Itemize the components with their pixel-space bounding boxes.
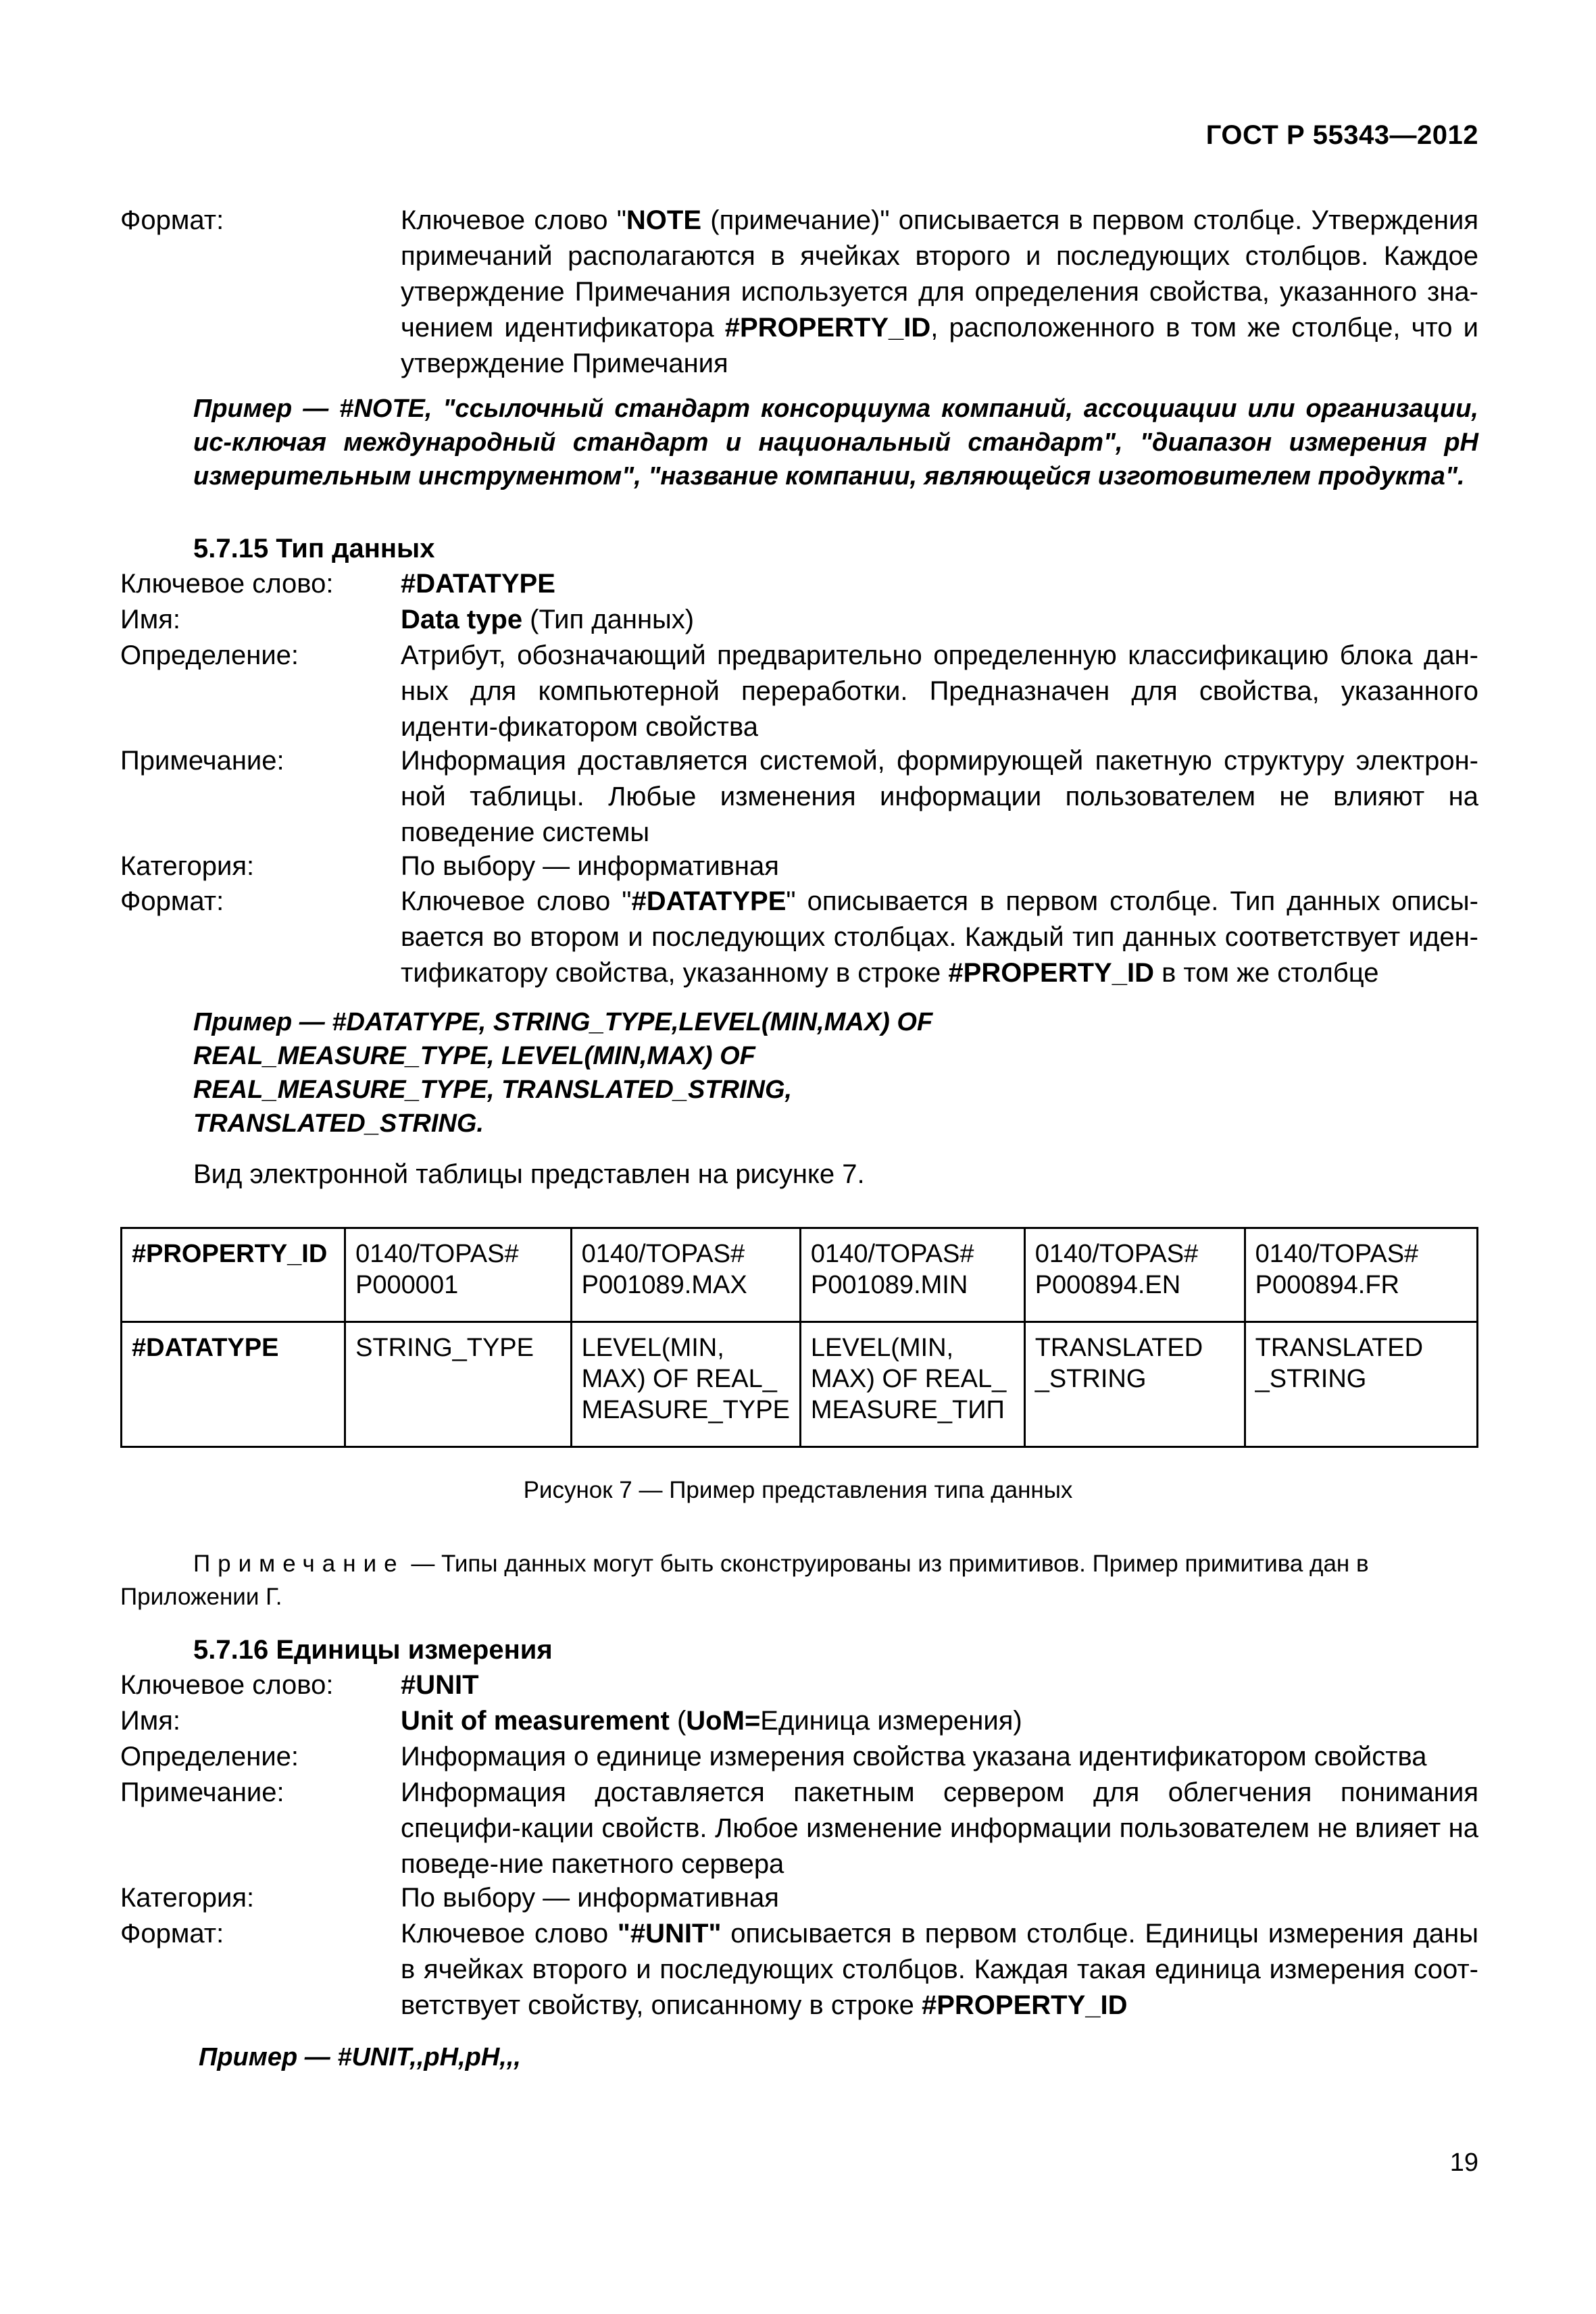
note-label: Примечание: [193, 1551, 405, 1577]
unit-format-row: [120, 1916, 1478, 2023]
table-row: [122, 1228, 1478, 1322]
datatype-example-line: TRANSLATED_STRING.: [193, 1109, 484, 1138]
datatype-format-row: [120, 884, 1478, 991]
datatype-example-line: REAL_MEASURE_TYPE, TRANSLATED_STRING,: [193, 1076, 793, 1104]
definition-label: Определение:: [120, 640, 299, 670]
table-cell: TRANSLATED _STRING: [1245, 1322, 1477, 1447]
keyword-value: #DATATYPE: [401, 569, 555, 599]
remark-label: Примечание:: [120, 1778, 284, 1807]
datatype-name-row: [120, 602, 1478, 638]
datatype-category-row: [120, 849, 1478, 884]
category-label: Категория:: [120, 851, 255, 881]
format-label: Формат:: [120, 1919, 224, 1948]
note-format-row: [120, 203, 1478, 382]
format-value: Ключевое слово "#DATATYPE" описывается в первом столбце. Тип данных описы-вается во втором и последующих столбцах. Каждый тип данных соответствует иден-тификатору свойства, указанному в строке #PROPERTY_ID в том же столбце: [401, 886, 1478, 988]
remark-label: Примечание:: [120, 746, 284, 776]
figure-caption: Рисунок 7 — Пример представления типа данных: [523, 1477, 1073, 1503]
section-heading-5-7-16: 5.7.16 Единицы измерения: [193, 1635, 553, 1665]
table-cell: 0140/TOPAS# P000001: [345, 1228, 572, 1322]
format-label: Формат:: [120, 205, 224, 235]
definition-label: Определение:: [120, 1742, 299, 1771]
table-cell: 0140/TOPAS# P001089.MIN: [800, 1228, 1024, 1322]
definition-value: Атрибут, обозначающий предварительно определенную классификацию блока дан-ных для компьютерной переработки. Предназначен для свойства, указанного иденти-фикатором свойства: [401, 640, 1478, 742]
category-value: По выбору — информативная: [401, 851, 779, 881]
unit-category-row: [120, 1880, 1478, 1916]
keyword-label: Ключевое слово:: [120, 1670, 334, 1700]
table-cell: 0140/TOPAS# P000894.EN: [1024, 1228, 1245, 1322]
figure-reference-text: Вид электронной таблицы представлен на рисунке 7.: [193, 1159, 865, 1189]
definition-value: Информация о единице измерения свойства указана идентификатором свойства: [401, 1742, 1427, 1771]
unit-remark-row: [120, 1775, 1478, 1882]
unit-keyword-row: [120, 1667, 1478, 1703]
table-cell: LEVEL(MIN, MAX) OF REAL_ MEASURE_ТИП: [800, 1322, 1024, 1447]
remark-value: Информация доставляется системой, формирующей пакетную структуру электрон-ной таблицы. Любые изменения информации пользователем не влияют на поведение системы: [401, 746, 1478, 847]
section-heading-5-7-15: 5.7.15 Тип данных: [193, 534, 435, 563]
name-label: Имя:: [120, 605, 181, 634]
format-label: Формат:: [120, 886, 224, 916]
unit-name-row: [120, 1703, 1478, 1739]
datatype-remark-row: [120, 743, 1478, 851]
note-example: Пример — #NOTE, "ссылочный стандарт консорциума компаний, ассоциации или организации, ис-ключая международный стандарт и национальный стандарт", "диапазон измерения pH измерительным инструментом", "название компании, являющейся изготовителем продукта".: [193, 395, 1478, 491]
datatype-definition-row: [120, 638, 1478, 745]
figure-7-table: [120, 1227, 1478, 1448]
format-value: Ключевое слово "#UNIT" описывается в первом столбце. Единицы измерения даны в ячейках второго и последующих столбцов. Каждая такая единица измерения соот-ветствует свойству, описанному в строке #PROPERTY_ID: [401, 1919, 1478, 2020]
name-value: Data type (Тип данных): [401, 605, 695, 634]
unit-example: Пример — #UNIT,,pH,pH,,,: [199, 2043, 521, 2071]
table-cell: #DATATYPE: [122, 1322, 345, 1447]
datatype-example: [193, 1005, 1207, 1140]
page-number: 19: [1449, 2148, 1478, 2177]
keyword-label: Ключевое слово:: [120, 569, 334, 599]
note-text: — Типы данных могут быть сконструированы из примитивов. Пример примитива дан в Приложении Г.: [120, 1551, 1369, 1610]
table-cell: STRING_TYPE: [345, 1322, 572, 1447]
standard-header: ГОСТ Р 55343—2012: [1205, 120, 1478, 150]
datatype-example-line: REAL_MEASURE_TYPE, LEVEL(MIN,MAX) OF: [193, 1042, 755, 1070]
table-cell: #PROPERTY_ID: [122, 1228, 345, 1322]
table-cell: 0140/TOPAS# P001089.MAX: [571, 1228, 800, 1322]
note-paragraph: [120, 1547, 1478, 1613]
table-row: [122, 1322, 1478, 1447]
name-label: Имя:: [120, 1706, 181, 1736]
format-value: Ключевое слово "NOTE (примечание)" описывается в первом столбце. Утверждения примечаний располагаются в ячейках второго и последующих столбцов. Каждое утверждение Примечания используется для определения свойства, указанного зна-чением идентификатора #PROPERTY_ID, расположенного в том же столбце, что и утверждение Примечания: [401, 205, 1478, 378]
name-value: Unit of measurement (UoM=Единица измерения): [401, 1706, 1022, 1736]
unit-definition-row: [120, 1739, 1478, 1775]
table-cell: TRANSLATED _STRING: [1024, 1322, 1245, 1447]
category-value: По выбору — информативная: [401, 1883, 779, 1913]
category-label: Категория:: [120, 1883, 255, 1913]
remark-value: Информация доставляется пакетным сервером для облегчения понимания специфи-кации свойств. Любое изменение информации пользователем не влияет на поведе-ние пакетного сервера: [401, 1778, 1478, 1879]
table-cell: LEVEL(MIN, MAX) OF REAL_ MEASURE_TYPE: [571, 1322, 800, 1447]
datatype-keyword-row: [120, 566, 1478, 602]
table-cell: 0140/TOPAS# P000894.FR: [1245, 1228, 1477, 1322]
datatype-example-line: Пример — #DATATYPE, STRING_TYPE,LEVEL(MIN,MAX) OF: [193, 1008, 933, 1036]
keyword-value: #UNIT: [401, 1670, 479, 1700]
